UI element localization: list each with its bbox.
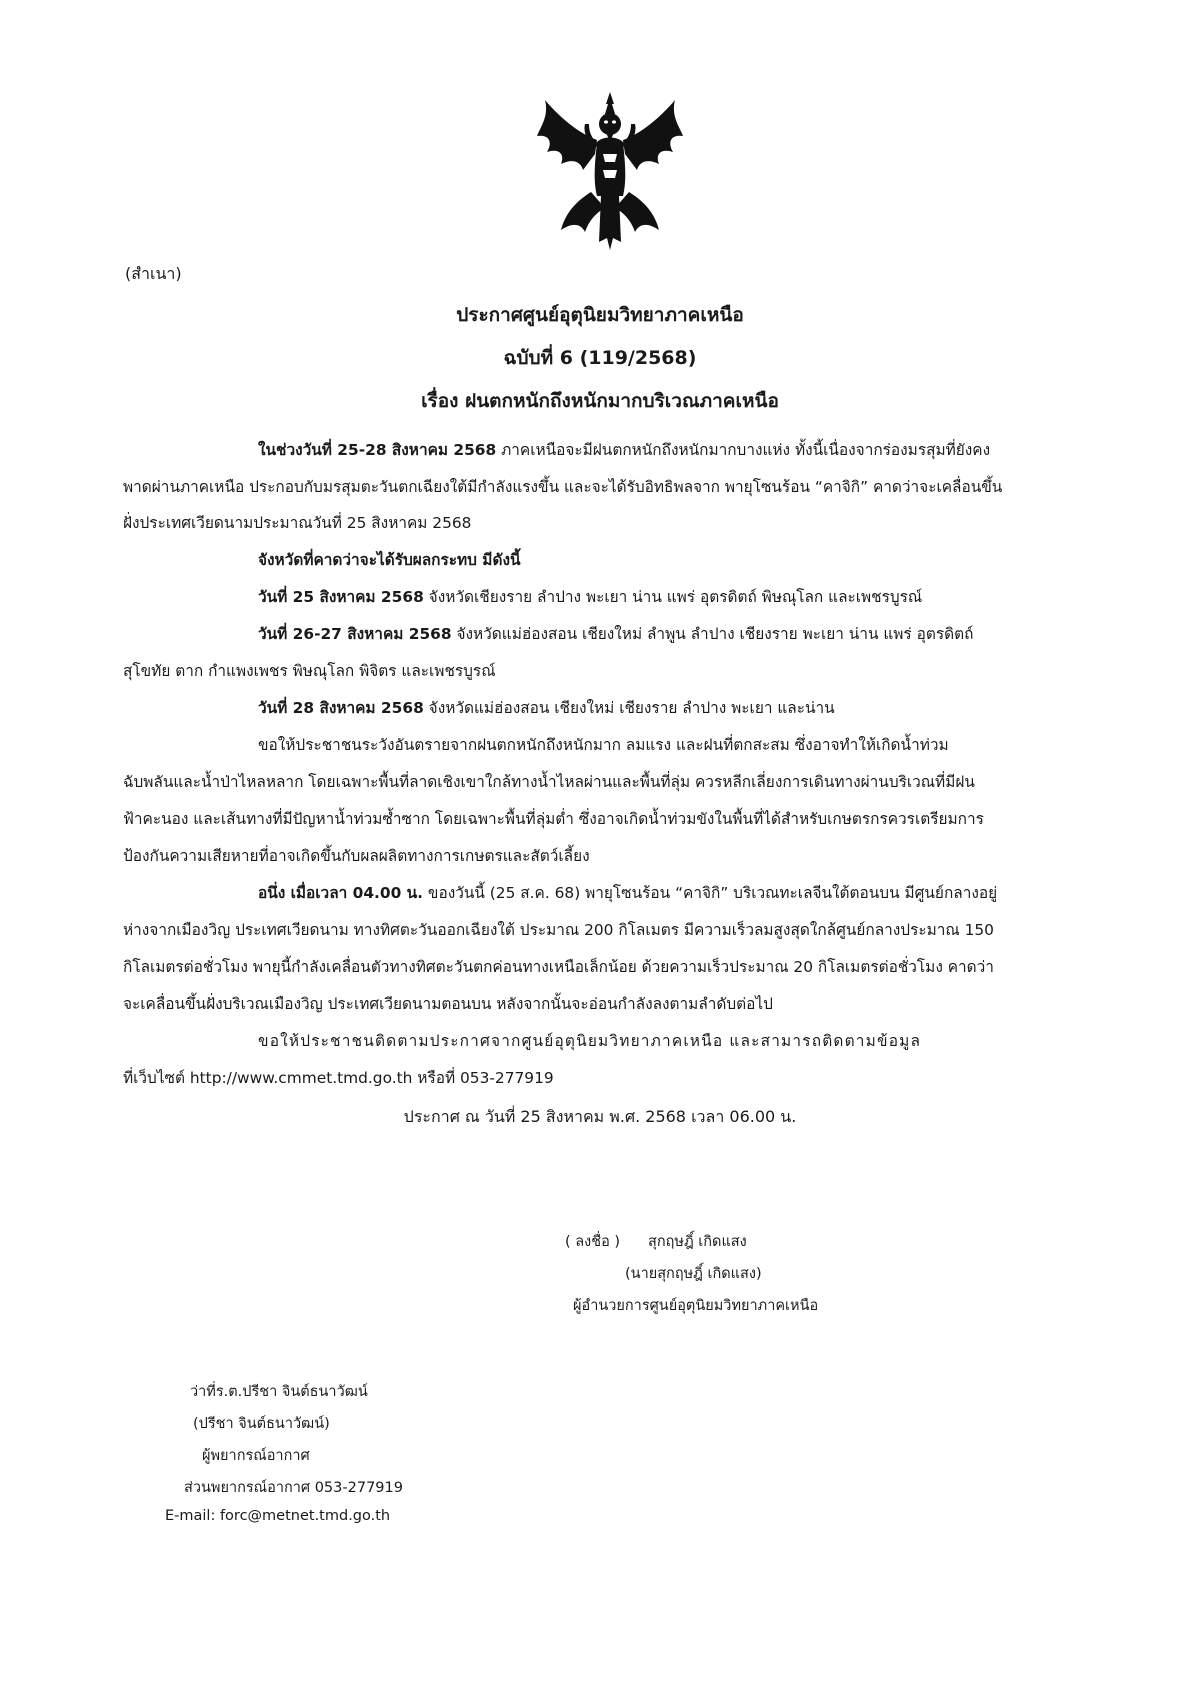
copy-mark: (สำเนา) bbox=[125, 264, 182, 283]
paragraph-1-line-3: ฝั่งประเทศเวียดนามประมาณวันที่ 25 สิงหาคม 2568 bbox=[123, 514, 472, 532]
paragraph-2-line-3: ฟ้าคะนอง และเส้นทางที่มีปัญหาน้ำท่วมซ้ำซาก โดยเฉพาะพื้นที่ลุ่มต่ำ ซึ่งอาจเกิดน้ำท่วมขังในพื้นที่ได้สำหรับเกษตรกรควรเตรียมการ bbox=[123, 810, 984, 828]
contact-email: E-mail: forc@metnet.tmd.go.th bbox=[165, 1508, 391, 1524]
paragraph-3-line-1 bbox=[258, 880, 997, 905]
paragraph-3-line-2: ห่างจากเมืองวิญ ประเทศเวียดนาม ทางทิศตะวันออกเฉียงใต้ ประมาณ 200 กิโลเมตร มีความเร็วลมสูงสุดใกล้ศูนย์กลางประมาณ 150 bbox=[123, 921, 994, 939]
forecaster-position: ผู้พยากรณ์อากาศ bbox=[202, 1448, 310, 1464]
paragraph-1-line-2: พาดผ่านภาคเหนือ ประกอบกับมรสุมตะวันตกเฉียงใต้มีกำลังแรงขึ้น และจะได้รับอิทธิพลจาก พายุโซนร้อน “คาจิกิ” คาดว่าจะเคลื่อนขึ้น bbox=[123, 478, 1003, 496]
issue-number: ฉบับที่ 6 (119/2568) bbox=[503, 347, 697, 369]
announcement-date: ประกาศ ณ วันที่ 25 สิงหาคม พ.ศ. 2568 เวลา 06.00 น. bbox=[403, 1107, 797, 1126]
date-entry-26-27 bbox=[258, 621, 973, 646]
paragraph-1-text: ภาคเหนือจะมีฝนตกหนักถึงหนักมากบางแห่ง ทั้งนี้เนื่องจากร่องมรสุมที่ยังคง bbox=[496, 441, 991, 459]
paragraph-4-line-2: ที่เว็บไซต์ http://www.cmmet.tmd.go.th หรือที่ 053-277919 bbox=[123, 1069, 554, 1087]
announcement-title: ประกาศศูนย์อุตุนิยมวิทยาภาคเหนือ bbox=[456, 304, 744, 326]
forecaster-name: ว่าที่ร.ต.ปรีชา จินต์ธนาวัฒน์ bbox=[190, 1384, 368, 1400]
paragraph-2-line-1: ขอให้ประชาชนระวังอันตรายจากฝนตกหนักถึงหนักมาก ลมแรง และฝนที่ตกสะสม ซึ่งอาจทำให้เกิดน้ำท่วม bbox=[258, 736, 949, 754]
paragraph-3-text: ของวันนี้ (25 ส.ค. 68) พายุโซนร้อน “คาจิกิ” บริเวณทะเลจีนใต้ตอนบน มีศูนย์กลางอยู่ bbox=[423, 884, 998, 902]
announcement-subject: เรื่อง ฝนตกหนักถึงหนักมากบริเวณภาคเหนือ bbox=[421, 390, 779, 412]
paragraph-3-line-3: กิโลเมตรต่อชั่วโมง พายุนี้กำลังเคลื่อนตัวทางทิศตะวันตกค่อนทางเหนือเล็กน้อย ด้วยความเร็วประมาณ 20 กิโลเมตรต่อชั่วโมง คาดว่า bbox=[123, 958, 994, 976]
forecaster-full-name: (ปรีชา จินต์ธนาวัฒน์) bbox=[193, 1416, 330, 1432]
paragraph-1-line-1 bbox=[258, 437, 990, 462]
date-provinces: จังหวัดแม่ฮ่องสอน เชียงใหม่ ลำพูน ลำปาง เชียงราย พะเยา น่าน แพร่ อุตรดิตถ์ bbox=[451, 625, 974, 643]
date-provinces: จังหวัดแม่ฮ่องสอน เชียงใหม่ เชียงราย ลำปาง พะเยา และน่าน bbox=[423, 699, 835, 717]
paragraph-3-line-4: จะเคลื่อนขึ้นฝั่งบริเวณเมืองวิญ ประเทศเวียดนามตอนบน หลังจากนั้นจะอ่อนกำลังลงตามลำดับต่อไป bbox=[123, 995, 773, 1013]
period-lead: ในช่วงวันที่ 25-28 สิงหาคม 2568 bbox=[258, 441, 497, 459]
signatory-position: ผู้อำนวยการศูนย์อุตุนิยมวิทยาภาคเหนือ bbox=[573, 1298, 819, 1314]
date-provinces: จังหวัดเชียงราย ลำปาง พะเยา น่าน แพร่ อุตรดิตถ์ พิษณุโลก และเพชรบูรณ์ bbox=[423, 588, 923, 606]
paragraph-2-line-4: ป้องกันความเสียหายที่อาจเกิดขึ้นกับผลผลิตทางการเกษตรและสัตว์เลี้ยง bbox=[123, 847, 590, 865]
signed-label: ( ลงชื่อ ) bbox=[565, 1234, 621, 1250]
signed-name: สุกฤษฎิ์ เกิดแสง bbox=[648, 1234, 747, 1250]
paragraph-4-line-1: ขอให้ประชาชนติดตามประกาศจากศูนย์อุตุนิยมวิทยาภาคเหนือ และสามารถติดตามข้อมูล bbox=[258, 1032, 922, 1050]
date-entry-26-27-line-2: สุโขทัย ตาก กำแพงเพชร พิษณุโลก พิจิตร และเพชรบูรณ์ bbox=[123, 662, 496, 680]
signatory-full-name: (นายสุกฤษฎิ์ เกิดแสง) bbox=[625, 1266, 762, 1282]
garuda-emblem bbox=[535, 92, 685, 252]
date-entry-25 bbox=[258, 584, 922, 609]
paragraph-2-line-2: ฉับพลันและน้ำป่าไหลหลาก โดยเฉพาะพื้นที่ลาดเชิงเขาใกล้ทางน้ำไหลผ่านและพื้นที่ลุ่ม ควรหลีกเลี่ยงการเดินทางผ่านบริเวณที่มีฝน bbox=[123, 773, 975, 791]
paragraph-3-lead: อนึ่ง เมื่อเวลา 04.00 น. bbox=[258, 884, 424, 902]
forecast-division-phone: ส่วนพยากรณ์อากาศ 053-277919 bbox=[184, 1480, 403, 1496]
provinces-heading: จังหวัดที่คาดว่าจะได้รับผลกระทบ มีดังนี้ bbox=[258, 551, 521, 569]
date-entry-28 bbox=[258, 695, 835, 720]
date-lead: วันที่ 26-27 สิงหาคม 2568 bbox=[258, 625, 452, 643]
date-lead: วันที่ 28 สิงหาคม 2568 bbox=[258, 699, 424, 717]
date-lead: วันที่ 25 สิงหาคม 2568 bbox=[258, 588, 424, 606]
